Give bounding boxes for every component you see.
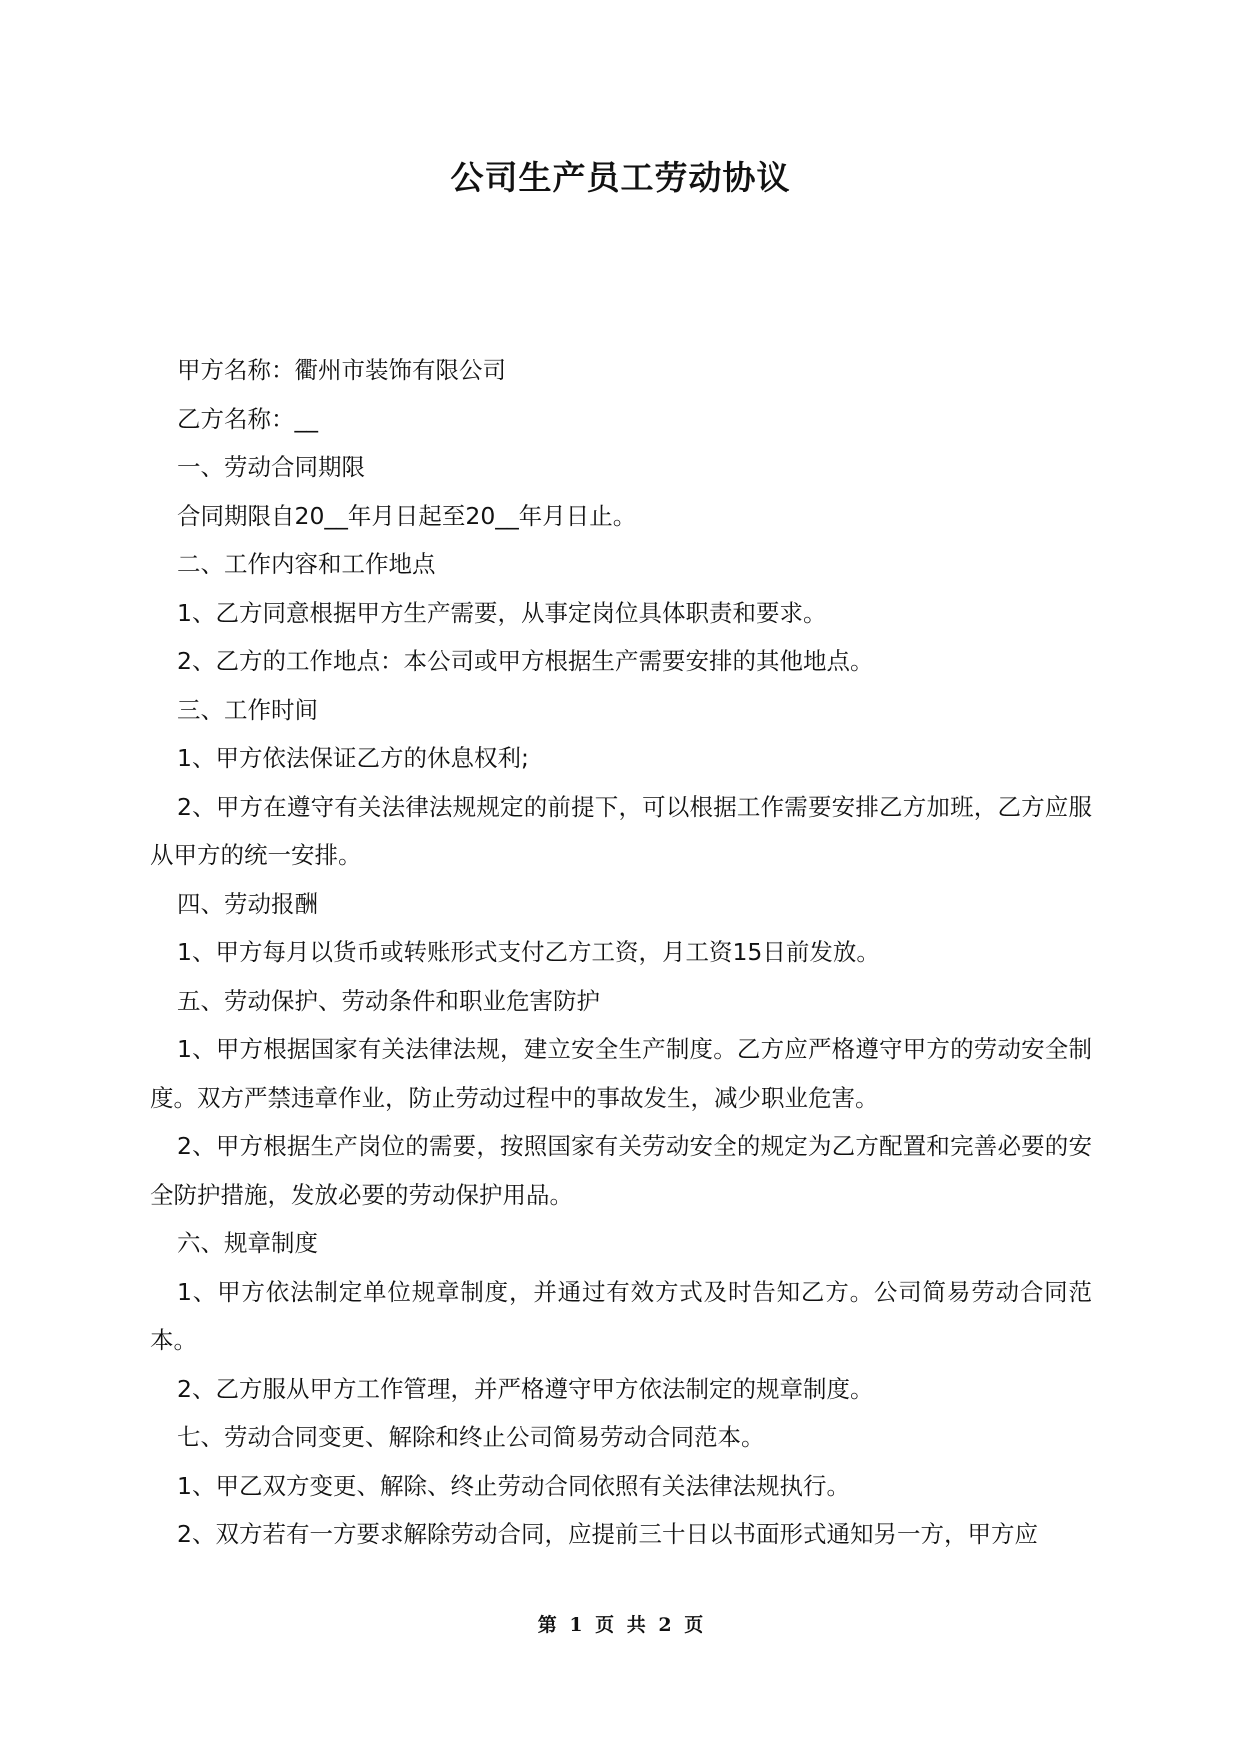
section-heading-contract-term: 一、劳动合同期限 [177,453,365,481]
paragraph-contract-change-2: 2、双方若有一方要求解除劳动合同，应提前三十日以书面形式通知另一方，甲方应 [177,1520,1038,1548]
paragraph-work-content-2: 2、乙方的工作地点：本公司或甲方根据生产需要安排的其他地点。 [177,647,874,675]
paragraph-party-a: 甲方名称：衢州市装饰有限公司 [177,356,506,384]
paragraph-contract-term: 合同期限自20__年月日起至20__年月日止。 [177,501,637,530]
paragraph-work-hours-2: 2、甲方在遵守有关法律法规规定的前提下，可以根据工作需要安排乙方加班，乙方应服从甲方的统一安排。 [150,792,1092,869]
section-heading-rules: 六、规章制度 [177,1229,318,1257]
page-number-footer: 第 1 页 共 2 页 [537,1614,704,1636]
paragraph-work-hours-1: 1、甲方依法保证乙方的休息权利; [177,744,529,772]
paragraph-work-content-1: 1、乙方同意根据甲方生产需要，从事定岗位具体职责和要求。 [177,598,827,627]
document-body [150,346,1092,1559]
paragraph-contract-change-1: 1、甲乙双方变更、解除、终止劳动合同依照有关法律法规执行。 [177,1471,850,1500]
section-heading-contract-change: 七、劳动合同变更、解除和终止公司简易劳动合同范本。 [177,1423,765,1451]
paragraph-rules-1: 1、甲方依法制定单位规章制度，并通过有效方式及时告知乙方。公司简易劳动合同范本。 [150,1277,1092,1354]
paragraph-compensation-1: 1、甲方每月以货币或转账形式支付乙方工资，月工资15日前发放。 [177,938,880,966]
document-title: 公司生产员工劳动协议 [450,158,791,197]
section-heading-work-hours: 三、工作时间 [177,695,318,724]
paragraph-rules-2: 2、乙方服从甲方工作管理，并严格遵守甲方依法制定的规章制度。 [177,1374,874,1403]
paragraph-labor-protection-2: 2、甲方根据生产岗位的需要，按照国家有关劳动安全的规定为乙方配置和完善必要的安全防护措施，发放必要的劳动保护用品。 [150,1132,1092,1209]
paragraph-party-b: 乙方名称：__ [177,404,318,433]
section-heading-compensation: 四、劳动报酬 [177,889,318,918]
paragraph-labor-protection-1: 1、甲方根据国家有关法律法规，建立安全生产制度。乙方应严格遵守甲方的劳动安全制度。双方严禁违章作业，防止劳动过程中的事故发生，减少职业危害。 [150,1035,1092,1112]
section-heading-work-content: 二、工作内容和工作地点 [177,550,436,578]
section-heading-labor-protection: 五、劳动保护、劳动条件和职业危害防护 [177,986,600,1015]
